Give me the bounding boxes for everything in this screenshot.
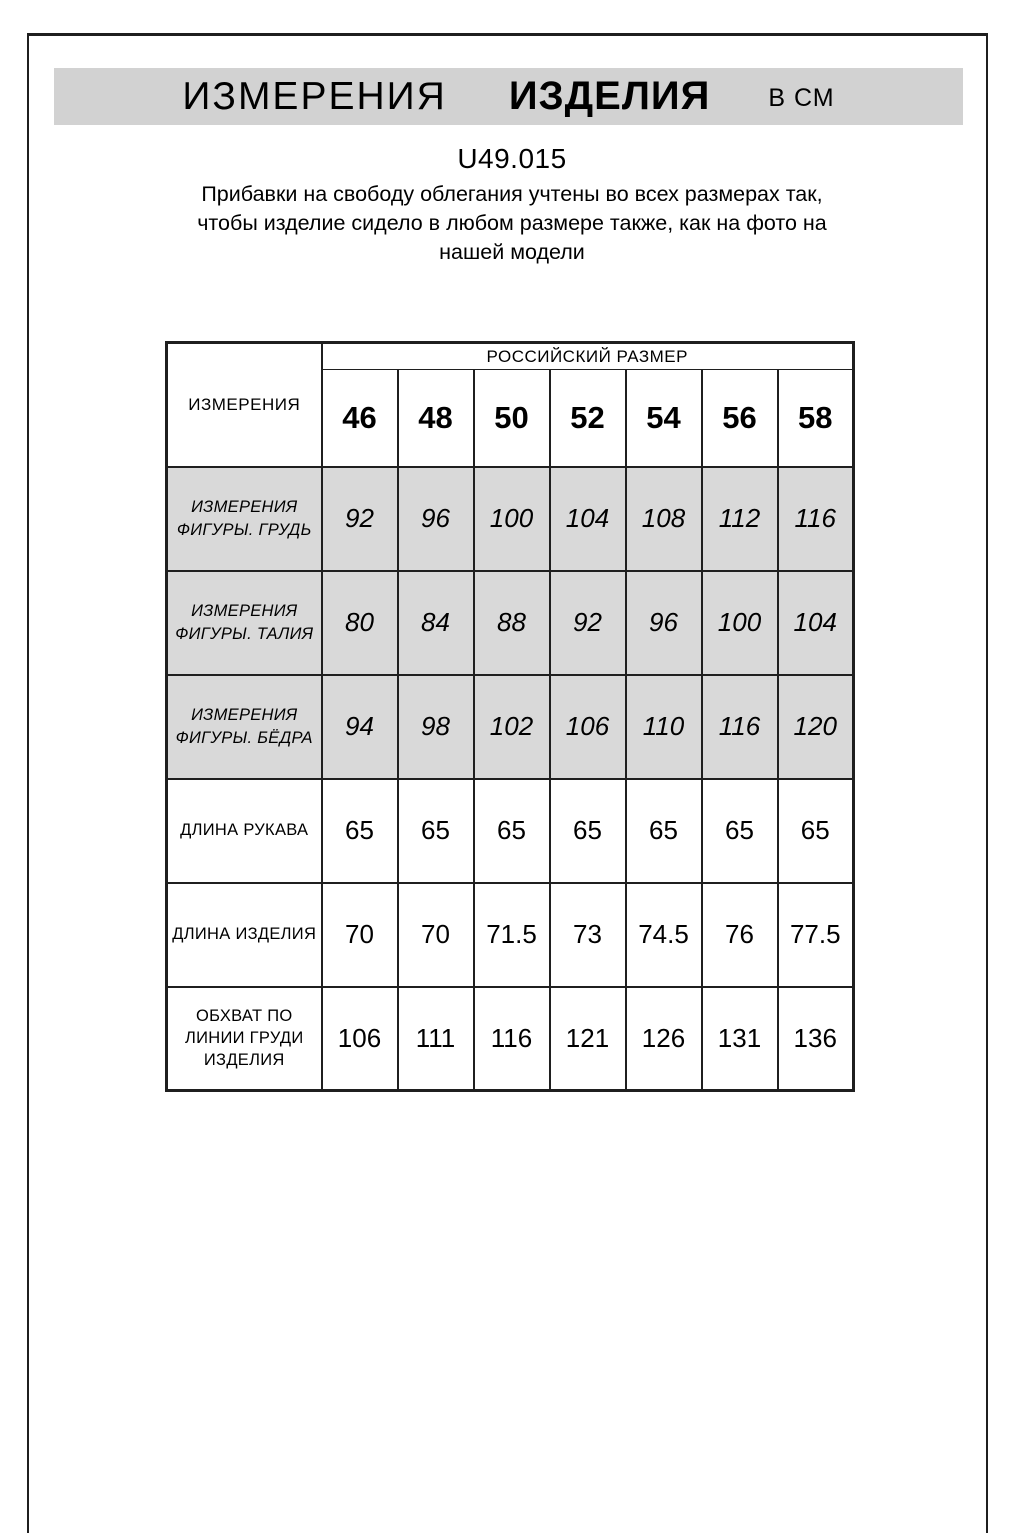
value-cell: 94 [322,675,398,779]
row-label: ИЗМЕРЕНИЯ ФИГУРЫ. БЁДРА [167,675,322,779]
table-row [167,467,854,571]
value-cell: 70 [322,883,398,987]
value-cell: 106 [550,675,626,779]
size-column-header: 56 [702,370,778,467]
table-row [167,675,854,779]
value-cell: 65 [322,779,398,883]
intro-note-line: чтобы изделие сидело в любом размере также, как на фото на [197,211,827,235]
value-cell: 77.5 [778,883,854,987]
value-cell: 116 [778,467,854,571]
value-cell: 110 [626,675,702,779]
value-cell: 80 [322,571,398,675]
value-cell: 104 [778,571,854,675]
size-column-header: 54 [626,370,702,467]
value-cell: 100 [474,467,550,571]
value-cell: 88 [474,571,550,675]
value-cell: 131 [702,987,778,1091]
row-label: ДЛИНА ИЗДЕЛИЯ [167,883,322,987]
value-cell: 65 [550,779,626,883]
size-column-header: 46 [322,370,398,467]
value-cell: 98 [398,675,474,779]
value-cell: 70 [398,883,474,987]
value-cell: 96 [626,571,702,675]
value-cell: 108 [626,467,702,571]
row-label: ИЗМЕРЕНИЯ ФИГУРЫ. ТАЛИЯ [167,571,322,675]
value-cell: 84 [398,571,474,675]
row-label: ОБХВАТ ПО ЛИНИИ ГРУДИ ИЗДЕЛИЯ [167,987,322,1091]
banner-word-product: ИЗДЕЛИЯ [508,74,711,118]
size-column-header: 52 [550,370,626,467]
value-cell: 65 [702,779,778,883]
value-cell: 126 [626,987,702,1091]
table-row [167,987,854,1091]
value-cell: 65 [626,779,702,883]
intro-note [162,180,862,267]
value-cell: 104 [550,467,626,571]
size-group-row [167,343,854,370]
value-cell: 71.5 [474,883,550,987]
corner-label: ИЗМЕРЕНИЯ [167,343,322,467]
intro-note-line: нашей модели [439,240,585,264]
value-cell: 116 [474,987,550,1091]
banner-unit-cm: В СМ [768,84,835,112]
table-row [167,571,854,675]
value-cell: 73 [550,883,626,987]
value-cell: 112 [702,467,778,571]
value-cell: 92 [550,571,626,675]
size-group-header: РОССИЙСКИЙ РАЗМЕР [322,343,854,370]
title-banner [54,68,963,125]
size-column-header: 58 [778,370,854,467]
value-cell: 65 [398,779,474,883]
value-cell: 106 [322,987,398,1091]
value-cell: 121 [550,987,626,1091]
row-label: ИЗМЕРЕНИЯ ФИГУРЫ. ГРУДЬ [167,467,322,571]
row-label: ДЛИНА РУКАВА [167,779,322,883]
table-row [167,883,854,987]
value-cell: 74.5 [626,883,702,987]
value-cell: 65 [778,779,854,883]
value-cell: 100 [702,571,778,675]
value-cell: 120 [778,675,854,779]
value-cell: 111 [398,987,474,1091]
banner-word-measurements: ИЗМЕРЕНИЯ [182,74,447,118]
table-row [167,779,854,883]
value-cell: 96 [398,467,474,571]
size-table [165,341,855,1092]
value-cell: 102 [474,675,550,779]
size-column-header: 50 [474,370,550,467]
size-column-header: 48 [398,370,474,467]
value-cell: 92 [322,467,398,571]
article-code: U49.015 [457,143,567,174]
intro-note-line: Прибавки на свободу облегания учтены во всех размерах так, [201,182,823,206]
value-cell: 65 [474,779,550,883]
value-cell: 136 [778,987,854,1091]
value-cell: 116 [702,675,778,779]
value-cell: 76 [702,883,778,987]
